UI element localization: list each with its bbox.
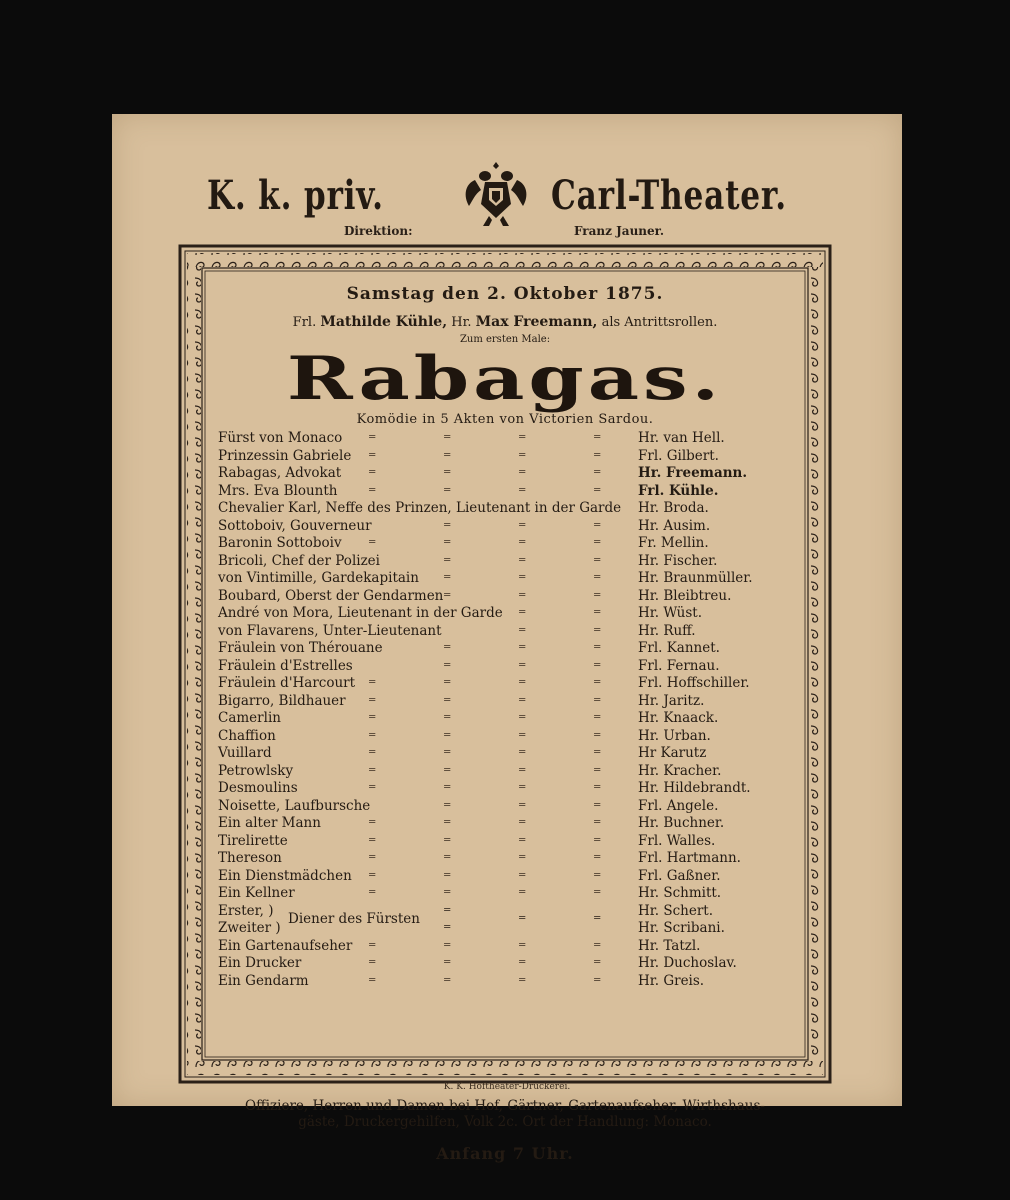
cast-actor: Hr. Jaritz. <box>638 692 705 709</box>
debut-line <box>178 314 832 330</box>
cast-row: Tirelirette = = = = Frl. Walles. <box>218 832 716 849</box>
cast-role: Vuillard <box>218 745 272 761</box>
play-subtitle: Komödie in 5 Akten von Victorien Sardou. <box>356 412 654 427</box>
debut-suffix: als Antrittsrollen. <box>601 315 718 330</box>
cast-row: Ein alter Mann = = = = Hr. Buchner. <box>218 815 725 831</box>
extras-text <box>208 1098 802 1130</box>
cast-role: Petrowlsky <box>218 762 294 779</box>
cast-row: Fräulein d'Harcourt = = = = Frl. Hoffschiller. <box>218 675 750 691</box>
cast-role: Fräulein von Thérouane <box>218 640 383 656</box>
theater-header <box>112 164 902 234</box>
cast-row: Desmoulins = = = = Hr. Hildebrandt. <box>218 780 751 796</box>
cast-row: Baronin Sottoboiv = = = = Fr. Mellin. <box>218 535 709 551</box>
cast-role: Ein alter Mann <box>218 815 321 831</box>
cast-actor: Hr. Urban. <box>638 727 711 744</box>
cast-row: Thereson = = = = Frl. Hartmann. <box>218 850 741 866</box>
cast-role: Noisette, Laufbursche <box>218 797 371 814</box>
debut-mid: Hr. <box>451 315 472 330</box>
cast-role: Prinzessin Gabriele <box>218 447 352 464</box>
cast-row: Camerlin = = = = Hr. Knaack. <box>218 710 719 726</box>
cast-actor: Frl. Angele. <box>638 797 719 814</box>
header-right-text: Carl-Theater. <box>551 172 787 219</box>
first-time-note: Zum ersten Male: <box>459 334 551 345</box>
cast-row: Mrs. Eva Blounth = = = = Frl. Kühle. <box>218 482 719 499</box>
cast-role: Camerlin <box>218 710 281 726</box>
cast-row: Bricoli, Chef der Polizei = = = Hr. Fischer. <box>218 552 718 569</box>
cast-row: Ein Gartenaufseher = = = = Hr. Tatzl. <box>218 937 701 954</box>
cast-actor: Hr. Knaack. <box>638 710 719 726</box>
double-headed-eagle-icon <box>461 156 531 231</box>
cast-list <box>218 430 778 990</box>
cast-row: Boubard, Oberst der Gendarmen = = = Hr. Bleibtreu. <box>218 587 732 604</box>
cast-row: Bigarro, Bildhauer = = = = Hr. Jaritz. <box>218 692 705 709</box>
cast-actor: Hr. Tatzl. <box>638 937 701 954</box>
cast-row: Noisette, Laufbursche = = = Frl. Angele. <box>218 797 719 814</box>
cast-row: Fürst von Monaco = = = = Hr. van Hell. <box>218 430 725 446</box>
cast-role: von Vintimille, Gardekapitain <box>218 570 419 586</box>
cast-actor: Hr. Fischer. <box>638 552 718 569</box>
cast-row: von Flavarens, Unter-Lieutenant = = Hr. Ruff. <box>218 622 696 639</box>
cast-actor: Frl. Walles. <box>638 832 716 849</box>
cast-role: Baronin Sottoboiv <box>218 535 342 551</box>
direction-label: Direktion: <box>344 224 413 238</box>
cast-role: Rabagas, Advokat <box>218 465 342 481</box>
cast-actor: Hr. Freemann. <box>638 465 748 481</box>
cast-role: André von Mora, Lieutenant in der Garde <box>218 605 503 621</box>
servants-row <box>218 903 778 938</box>
printer-credit: K. K. Hoftheater-Druckerei. <box>443 1082 571 1092</box>
cast-row: Fräulein d'Estrelles = = = Frl. Fernau. <box>218 657 720 674</box>
leader-dot: = <box>443 904 452 916</box>
director-name: Franz Jauner. <box>574 224 665 238</box>
cast-row: Prinzessin Gabriele = = = = Frl. Gilbert. <box>218 447 719 464</box>
cast-actor: Hr. Greis. <box>638 972 705 989</box>
performance-date: Samstag den 2. Oktober 1875. <box>346 284 664 304</box>
play-title: Rabagas. <box>286 344 724 414</box>
cast-actor: Hr. Ruff. <box>638 622 696 639</box>
cast-role: Chaffion <box>218 727 276 744</box>
cast-actor: Hr Karutz <box>638 745 707 761</box>
playbill-paper <box>112 114 902 1163</box>
cast-role: Bricoli, Chef der Polizei <box>218 552 380 569</box>
servant-actor-2: Hr. Scribani. <box>638 919 725 936</box>
cast-role: Fräulein d'Estrelles <box>218 657 353 674</box>
start-time: Anfang 7 Uhr. <box>436 1144 574 1163</box>
cast-actor: Hr. Kracher. <box>638 762 722 779</box>
cast-row: Ein Kellner = = = = Hr. Schmitt. <box>218 885 722 901</box>
cast-role: Chevalier Karl, Neffe des Prinzen, Lieutenant in der Garde <box>218 500 622 516</box>
cast-actor: Frl. Hoffschiller. <box>638 675 750 691</box>
extras-line-1: Offiziere, Herren und Damen bei Hof, Gärtner, Gartenaufseher, Wirthshaus- <box>245 1098 765 1114</box>
cast-role: Thereson <box>218 850 282 866</box>
servant-description: Diener des Fürsten <box>288 910 420 927</box>
cast-role: von Flavarens, Unter-Lieutenant <box>218 622 442 639</box>
cast-actor: Hr. Bleibtreu. <box>638 587 732 604</box>
cast-actor: Hr. Braunmüller. <box>638 570 753 586</box>
cast-role: Ein Kellner <box>218 885 295 901</box>
cast-row <box>218 500 778 518</box>
cast-role: Sottoboiv, Gouverneur <box>218 517 372 534</box>
cast-role: Mrs. Eva Blounth <box>218 482 338 499</box>
cast-role: Fräulein d'Harcourt <box>218 675 356 691</box>
cast-row: Chaffion = = = = Hr. Urban. <box>218 727 711 744</box>
cast-actor: Frl. Gaßner. <box>638 867 721 884</box>
cast-row: Ein Gendarm = = = = Hr. Greis. <box>218 972 705 989</box>
debut-name-2: Max Freemann, <box>475 314 598 330</box>
cast-actor: Hr. Wüst. <box>638 605 702 621</box>
extras-line-2: gäste, Druckergehilfen, Volk 2c. Ort der Handlung: Monaco. <box>298 1114 712 1130</box>
cast-row: André von Mora, Lieutenant in der Garde = = Hr. Wüst. <box>218 605 702 621</box>
cast-actor: Frl. Hartmann. <box>638 850 741 866</box>
cast-role: Boubard, Oberst der Gendarmen <box>218 587 444 604</box>
leader-dot: = <box>518 912 527 924</box>
cast-actor: Frl. Kühle. <box>638 482 719 499</box>
cast-actor: Fr. Mellin. <box>638 535 709 551</box>
cast-actor: Frl. Fernau. <box>638 657 720 674</box>
cast-row: Petrowlsky = = = = Hr. Kracher. <box>218 762 722 779</box>
cast-actor: Hr. Schmitt. <box>638 885 722 901</box>
cast-row: Fräulein von Thérouane = = = Frl. Kannet. <box>218 640 720 656</box>
cast-row: Vuillard = = = = Hr Karutz <box>218 745 707 761</box>
cast-row: von Vintimille, Gardekapitain = = = Hr. Braunmüller. <box>218 570 753 586</box>
cast-actor: Hr. Buchner. <box>638 815 725 831</box>
cast-role: Fürst von Monaco <box>218 430 343 446</box>
cast-role: Desmoulins <box>218 780 298 796</box>
cast-actor: Hr. van Hell. <box>638 430 725 446</box>
cast-role: Ein Drucker <box>218 955 302 971</box>
cast-role: Ein Gartenaufseher <box>218 937 353 954</box>
leader-dot: = <box>443 921 452 933</box>
cast-row: Ein Dienstmädchen = = = = Frl. Gaßner. <box>218 867 721 884</box>
cast-role: Ein Gendarm <box>218 972 309 989</box>
cast-row: Sottoboiv, Gouverneur = = = Hr. Ausim. <box>218 517 711 534</box>
cast-role: Tirelirette <box>218 832 288 849</box>
servant-role-2: Zweiter ) <box>218 919 281 936</box>
servant-role-1: Erster, ) <box>218 902 274 919</box>
cast-actor: Hr. Duchoslav. <box>638 955 737 971</box>
cast-actor: Frl. Kannet. <box>638 640 720 656</box>
cast-role: Bigarro, Bildhauer <box>218 692 346 709</box>
cast-row: Ein Drucker = = = = Hr. Duchoslav. <box>218 955 737 971</box>
header-left-text: K. k. priv. <box>207 172 384 219</box>
debut-name-1: Mathilde Kühle, <box>320 314 448 330</box>
debut-prefix: Frl. <box>292 315 317 330</box>
cast-actor: Hr. Broda. <box>638 500 709 516</box>
cast-row: Rabagas, Advokat = = = = Hr. Freemann. <box>218 465 748 481</box>
cast-actor: Hr. Hildebrandt. <box>638 780 751 796</box>
cast-actor: Frl. Gilbert. <box>638 447 719 464</box>
cast-role: Ein Dienstmädchen <box>218 867 352 884</box>
servant-actor-1: Hr. Schert. <box>638 902 713 919</box>
cast-actor: Hr. Ausim. <box>638 517 711 534</box>
leader-dot: = <box>593 912 602 924</box>
